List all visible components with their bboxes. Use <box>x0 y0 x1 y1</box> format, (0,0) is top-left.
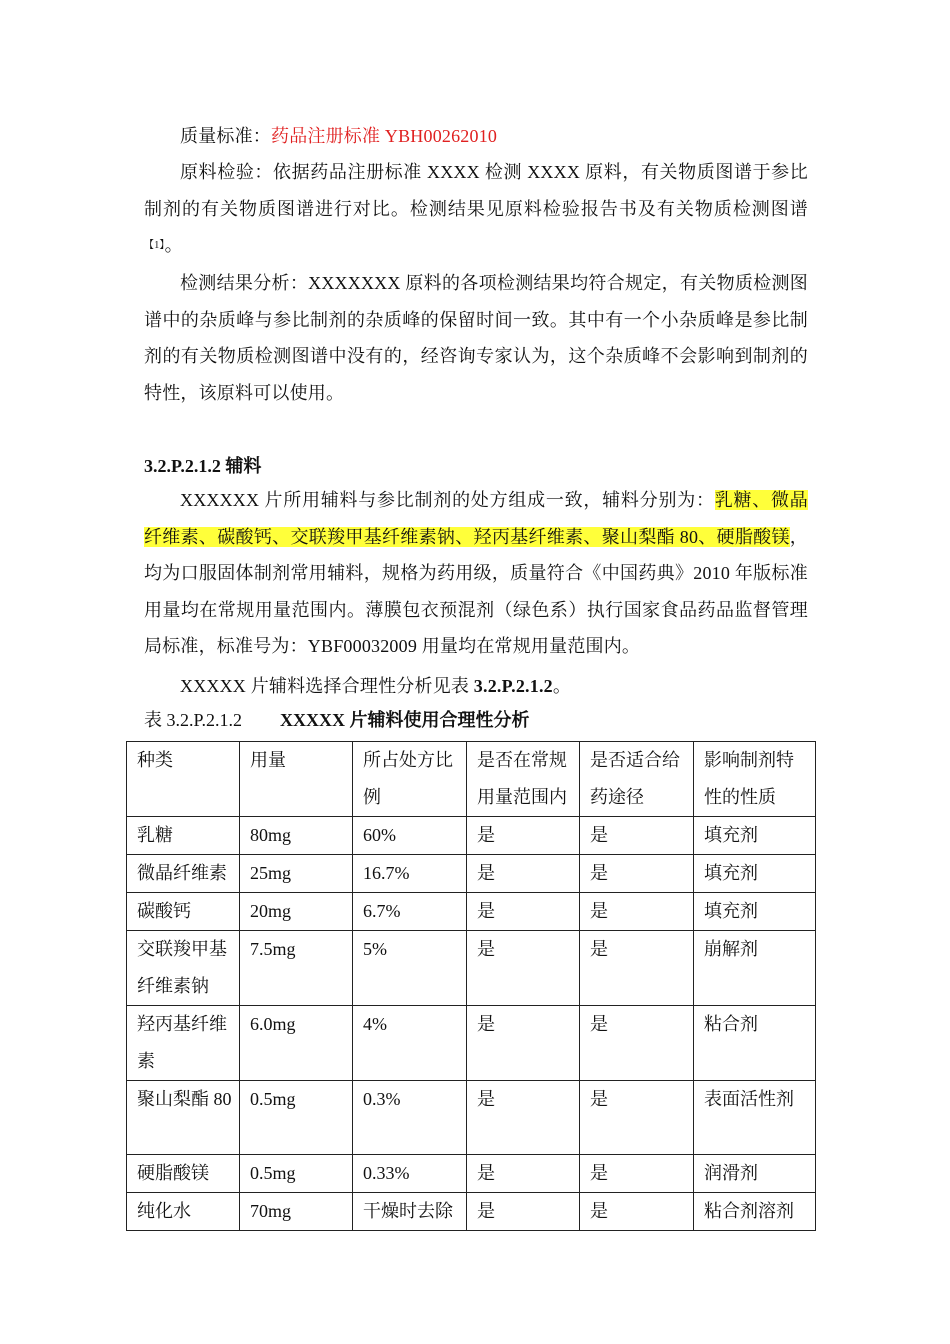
excipient-table <box>126 741 816 1231</box>
table-row <box>127 1081 816 1155</box>
table-cell: 润滑剂 <box>694 1155 816 1193</box>
table-cell: 是 <box>580 1193 694 1231</box>
table-caption-number: 表 3.2.P.2.1.2 <box>144 710 243 730</box>
table-cell: 是 <box>467 893 580 931</box>
table-cell: 是 <box>580 893 694 931</box>
table-cell: 7.5mg <box>240 931 353 1006</box>
table-cell: 0.5mg <box>240 1155 353 1193</box>
table-cell: 碳酸钙 <box>127 893 240 931</box>
table-cell: 交联羧甲基纤维素钠 <box>127 931 240 1006</box>
table-cell: 70mg <box>240 1193 353 1231</box>
header-cell: 所占处方比例 <box>353 742 467 817</box>
table-caption-title: XXXXX 片辅料使用合理性分析 <box>280 710 530 730</box>
table-cell: 粘合剂溶剂 <box>694 1193 816 1231</box>
table-cell: 是 <box>467 1006 580 1081</box>
table-cell: 纯化水 <box>127 1193 240 1231</box>
table-row <box>127 1006 816 1081</box>
reference-marker: 【1】 <box>144 240 165 251</box>
table-row <box>127 855 816 893</box>
table-row <box>127 931 816 1006</box>
table-cell: 微晶纤维素 <box>127 855 240 893</box>
table-row <box>127 1155 816 1193</box>
quality-standard-value: 药品注册标准 YBH00262010 <box>271 126 498 146</box>
table-cell: 16.7% <box>353 855 467 893</box>
excipients-rest: ，均为口服固体制剂常用辅料，规格为药用级，质量符合《中国药典》2010 年版标准用量均在常规用量范围内。薄膜包衣预混剂（绿色系）执行国家食品药品监督管理局标准，标准号为：YBF00032009 用量均在常规用量范围内。 <box>144 526 808 656</box>
table-cell: 是 <box>467 931 580 1006</box>
table-cell: 干燥时去除 <box>353 1193 467 1231</box>
quality-label: 质量标准： <box>180 126 271 146</box>
table-cell: 6.7% <box>353 893 467 931</box>
table-cell: 是 <box>580 817 694 855</box>
excipients-paragraph <box>144 482 808 665</box>
raw-inspection-text: 原料检验：依据药品注册标准 XXXX 检测 XXXX 原料，有关物质图谱于参比制剂的有关物质图谱进行对比。检测结果见原料检验报告书及有关物质检测图谱 <box>144 162 808 219</box>
table-cell: 25mg <box>240 855 353 893</box>
table-cell: 羟丙基纤维素 <box>127 1006 240 1081</box>
table-cell: 是 <box>580 855 694 893</box>
table-cell: 硬脂酸镁 <box>127 1155 240 1193</box>
table-cell: 0.33% <box>353 1155 467 1193</box>
table-cell: 60% <box>353 817 467 855</box>
table-cell: 乳糖 <box>127 817 240 855</box>
table-cell: 5% <box>353 931 467 1006</box>
table-cell: 是 <box>467 1155 580 1193</box>
excipients-intro: XXXXXX 片所用辅料与参比制剂的处方组成一致，辅料分别为： <box>180 490 715 510</box>
table-cell: 粘合剂 <box>694 1006 816 1081</box>
header-cell: 种类 <box>127 742 240 817</box>
table-cell: 是 <box>580 1155 694 1193</box>
excipients-highlighted-list: 乳糖、微晶纤维素、碳酸钙、交联羧甲基纤维素钠、羟丙基纤维素、聚山梨酯 80、硬脂酸镁 <box>144 490 808 547</box>
table-cell: 表面活性剂 <box>694 1081 816 1155</box>
table-row <box>127 817 816 855</box>
header-cell: 影响制剂特性的性质 <box>694 742 816 817</box>
table-cell: 是 <box>467 1193 580 1231</box>
see-table-text: XXXXX 片辅料选择合理性分析见表 <box>180 676 474 696</box>
table-cell: 4% <box>353 1006 467 1081</box>
analysis-paragraph <box>144 265 808 411</box>
header-cell: 是否在常规用量范围内 <box>467 742 580 817</box>
table-cell: 是 <box>580 1006 694 1081</box>
see-table-ref: 3.2.P.2.1.2 <box>473 676 553 696</box>
header-cell: 用量 <box>240 742 353 817</box>
see-table-paragraph <box>144 668 808 705</box>
quality-standard-paragraph <box>144 118 808 155</box>
table-cell: 是 <box>467 855 580 893</box>
table-cell: 0.3% <box>353 1081 467 1155</box>
table-cell: 是 <box>467 1081 580 1155</box>
table-cell: 填充剂 <box>694 855 816 893</box>
table-cell: 填充剂 <box>694 893 816 931</box>
table-cell: 0.5mg <box>240 1081 353 1155</box>
header-cell: 是否适合给药途径 <box>580 742 694 817</box>
table-row <box>127 893 816 931</box>
table-header-row <box>127 742 816 817</box>
table-cell: 80mg <box>240 817 353 855</box>
table-row <box>127 1193 816 1231</box>
table-cell: 是 <box>580 1081 694 1155</box>
raw-inspection-tail: 。 <box>164 235 183 255</box>
analysis-text: 检测结果分析：XXXXXXX 原料的各项检测结果均符合规定，有关物质检测图谱中的杂质峰与参比制剂的杂质峰的保留时间一致。其中有一个小杂质峰是参比制剂的有关物质检测图谱中没有的，经咨询专家认为，这个杂质峰不会影响到制剂的特性，该原料可以使用。 <box>144 273 808 403</box>
table-cell: 20mg <box>240 893 353 931</box>
table-cell: 填充剂 <box>694 817 816 855</box>
table-cell: 崩解剂 <box>694 931 816 1006</box>
section-heading: 3.2.P.2.1.2 辅料 <box>144 456 262 476</box>
table-cell: 聚山梨酯 80 <box>127 1081 240 1155</box>
table-cell: 是 <box>467 817 580 855</box>
see-table-tail: 。 <box>552 676 572 696</box>
table-caption <box>144 706 530 734</box>
table-cell: 6.0mg <box>240 1006 353 1081</box>
table-cell: 是 <box>580 931 694 1006</box>
raw-inspection-paragraph <box>144 154 808 265</box>
